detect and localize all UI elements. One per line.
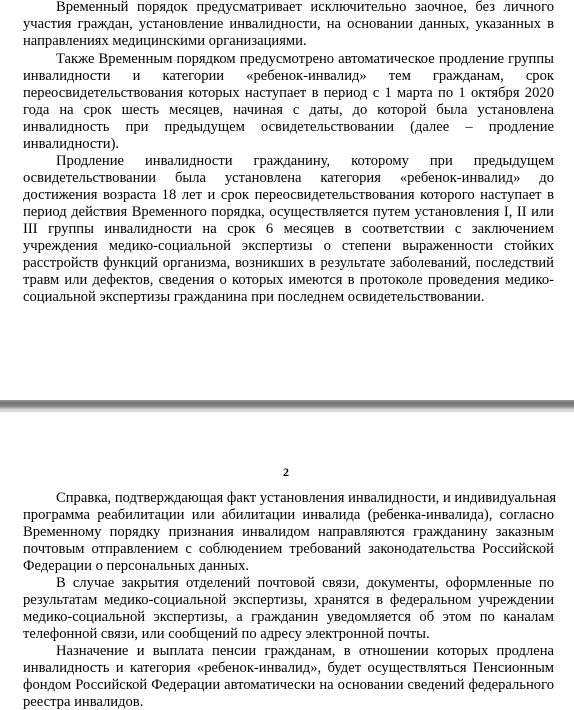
page-break-shadow: [0, 409, 574, 412]
text-line: травм или дефектов, сведения о которых имеются в протоколе проведения медико-: [23, 272, 554, 288]
text-line: программа реабилитации или абилитации инвалида (ребенка-инвалида), согласно: [23, 507, 554, 523]
text-line: инвалидности).: [23, 136, 120, 152]
text-line: результатам медико-социальной экспертизы, хранятся в федеральном учреждении: [23, 592, 554, 608]
text-line: достижения возраста 18 лет и срок переосвидетельствования которого наступает в: [23, 187, 554, 203]
text-line: фондом Российской Федерации автоматически на основании сведений федерального: [23, 677, 554, 693]
text-line: года на срок шесть месяцев, начиная с даты, до которой была установлена: [23, 102, 554, 118]
text-line: инвалидности и категории «ребенок-инвалид» тем гражданам, срок: [23, 68, 554, 84]
text-line: Временному порядку признания инвалидом направляются гражданину заказным: [23, 524, 554, 540]
text-line: телефонной связи, или сообщений по адресу электронной почты.: [23, 626, 430, 642]
text-line: В случае закрытия отделений почтовой связи, документы, оформленные по: [56, 575, 554, 591]
text-line: социальной экспертизы гражданина при последнем освидетельствовании.: [23, 289, 485, 305]
text-line: Также Временным порядком предусмотрено автоматическое продление группы: [56, 51, 554, 67]
text-line: переосвидетельствования которых наступает в период с 1 марта по 1 октября 2020: [23, 85, 554, 101]
text-line: Назначение и выплата пенсии гражданам, в отношении которых продлена: [56, 643, 554, 659]
text-line: период действия Временного порядка, осуществляется путем установления I, II или: [23, 204, 554, 220]
text-line: Справка, подтверждающая факт установления инвалидности, и индивидуальная: [56, 490, 557, 506]
text-line: участия граждан, установление инвалидности, на основании данных, указанных в: [23, 16, 554, 32]
page-number: 2: [283, 465, 289, 479]
text-line: реестра инвалидов.: [23, 694, 144, 710]
text-line: расстройств функций организма, возникших в результате заболеваний, последствий: [23, 255, 554, 271]
text-line: Временный порядок предусматривает исключительно заочное, без личного: [56, 0, 554, 15]
text-line: инвалидность и категория «ребенок-инвалид», будет осуществляться Пенсионным: [23, 660, 554, 676]
text-line: медико-социальной экспертизы, а гражданин уведомляется об этом по каналам: [23, 609, 554, 625]
text-line: Продление инвалидности гражданину, которому при предыдущем: [56, 153, 554, 169]
text-line: направлениях медицинскими организациями.: [23, 33, 307, 49]
text-line: инвалидность при предыдущем освидетельствовании (далее – продление: [23, 119, 554, 135]
text-line: Федерации о персональных данных.: [23, 558, 250, 574]
text-line: учреждения медико-социальной экспертизы о степени выраженности стойких: [23, 238, 554, 254]
text-line: почтовым отправлением с соблюдением требований законодательства Российской: [23, 541, 554, 557]
text-line: освидетельствовании была установлена категория «ребенок-инвалид» до: [23, 170, 554, 186]
text-line: III группы инвалидности на срок 6 месяцев в соответствии с заключением: [23, 221, 554, 237]
page-break-divider: [0, 400, 574, 409]
